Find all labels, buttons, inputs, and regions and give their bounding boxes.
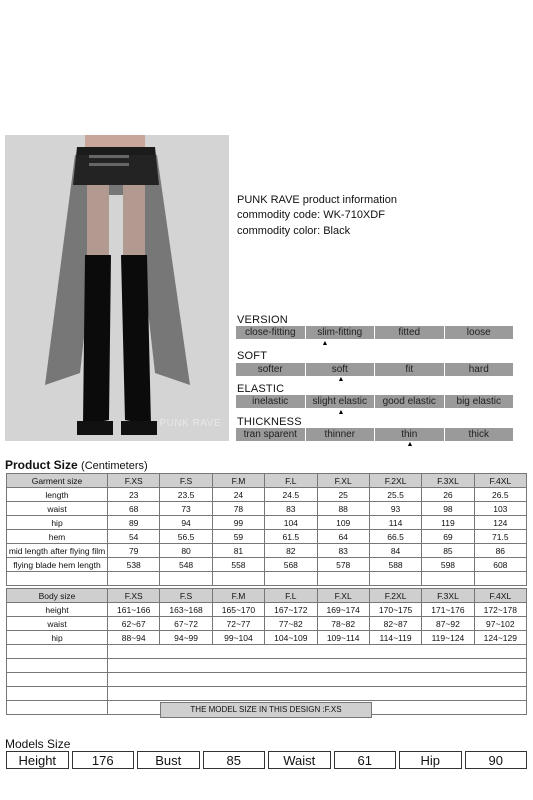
table-cell: 538 [108,558,160,572]
table-cell: waist [7,502,108,516]
product-photo [5,135,229,441]
attr-title-version: VERSION [237,314,288,326]
table-row-empty [7,572,527,586]
scale-option: fit [374,363,444,376]
models-cell: Hip [399,751,462,769]
attr-title-soft: SOFT [237,350,268,362]
table-cell: 169~174 [317,603,369,617]
table-cell: 26 [422,488,474,502]
table-cell-empty [369,572,421,586]
table-cell: 588 [369,558,421,572]
table-row [7,488,527,502]
models-size-row [6,751,527,769]
table-header-row [7,589,527,603]
scale-option: slim-fitting [305,326,375,339]
table-cell-empty [108,659,527,673]
scale-version [236,326,513,339]
models-cell: 85 [203,751,266,769]
table-cell: 88 [317,502,369,516]
table-cell-empty [7,572,108,586]
table-cell: 78~82 [317,617,369,631]
table-cell: 163~168 [160,603,212,617]
table-cell: 72~77 [212,617,264,631]
table-cell: 82 [265,544,317,558]
table-cell-empty [317,572,369,586]
scale-elastic [236,395,513,408]
table-cell: 54 [108,530,160,544]
table-header-cell: Body size [7,589,108,603]
selected-marker-icon: ▲ [337,409,345,416]
models-cell: Bust [137,751,200,769]
table-cell: 86 [474,544,526,558]
table-header-cell: F.L [265,474,317,488]
scale-option: close-fitting [244,327,296,338]
table-cell: 77~82 [265,617,317,631]
table-cell-empty [422,572,474,586]
table-cell: 568 [265,558,317,572]
table-header-cell: F.4XL [474,474,526,488]
table-cell: 83 [265,502,317,516]
table-header-cell: F.XL [317,589,369,603]
table-cell: 598 [422,558,474,572]
models-cell: 61 [334,751,397,769]
scale-option: hard [444,363,514,376]
scale-thickness [236,428,513,441]
table-header-cell: F.S [160,474,212,488]
table-row-empty [7,687,527,701]
table-cell: 79 [108,544,160,558]
table-cell: 109 [317,516,369,530]
scale-option: fitted [374,326,444,339]
table-cell: 558 [212,558,264,572]
table-cell-empty [474,572,526,586]
table-header-row [7,474,527,488]
table-row [7,603,527,617]
product-size-unit: (Centimeters) [81,460,148,472]
table-cell-empty [108,687,527,701]
table-cell: 99~104 [212,631,264,645]
product-size-heading: Product Size [5,458,78,472]
table-cell: 94~99 [160,631,212,645]
info-code-line: commodity code: WK-710XDF [237,209,385,221]
attr-title-elastic: ELASTIC [237,383,285,395]
table-cell: 69 [422,530,474,544]
table-header-cell: F.2XL [369,474,421,488]
table-cell: 62~67 [108,617,160,631]
table-cell: 109~114 [317,631,369,645]
model-illustration [5,135,229,441]
table-cell: 80 [160,544,212,558]
table-cell: 24.5 [265,488,317,502]
table-row [7,558,527,572]
table-cell: 171~176 [422,603,474,617]
table-cell-empty [160,572,212,586]
table-cell: 78 [212,502,264,516]
selected-marker-icon: ▲ [321,340,329,347]
table-cell: 84 [369,544,421,558]
table-cell-empty [212,572,264,586]
table-cell: 104~109 [265,631,317,645]
models-cell: 90 [465,751,528,769]
models-cell: Height [6,751,69,769]
table-header-cell: F.XS [108,474,160,488]
model-size-note: THE MODEL SIZE IN THIS DESIGN :F.XS [160,702,372,718]
table-header-cell: F.XL [317,474,369,488]
scale-soft [236,363,513,376]
table-cell-empty [108,572,160,586]
table-cell: 578 [317,558,369,572]
table-row-empty [7,659,527,673]
table-header-cell: F.4XL [474,589,526,603]
table-cell: 73 [160,502,212,516]
table-header-cell: F.3XL [422,474,474,488]
product-size-title [5,458,148,472]
scale-option: inelastic [252,396,289,407]
table-cell: 124~129 [474,631,526,645]
table-cell-empty [108,673,527,687]
table-cell: 59 [212,530,264,544]
table-cell: 165~170 [212,603,264,617]
table-header-cell: F.XS [108,589,160,603]
table-cell: 83 [317,544,369,558]
table-header-cell: Garment size [7,474,108,488]
table-header-cell: F.L [265,589,317,603]
table-cell: 114 [369,516,421,530]
table-row-empty [7,673,527,687]
table-cell: 608 [474,558,526,572]
table-cell: 61.5 [265,530,317,544]
table-cell-empty [7,673,108,687]
selected-marker-icon: ▲ [337,376,345,383]
models-size-title: Models Size [5,737,71,751]
table-row-empty [7,645,527,659]
table-cell: 81 [212,544,264,558]
table-cell: hem [7,530,108,544]
info-color-line: commodity color: Black [237,225,351,237]
table-cell: height [7,603,108,617]
table-header-cell: F.3XL [422,589,474,603]
table-cell: 24 [212,488,264,502]
scale-option: thinner [305,428,375,441]
table-cell: 119 [422,516,474,530]
table-row [7,617,527,631]
body-size-table [6,588,527,715]
scale-option: softer [257,364,283,375]
table-cell: 548 [160,558,212,572]
table-row [7,502,527,516]
scale-option: tran sparent [243,429,297,440]
scale-option: good elastic [374,395,444,408]
table-cell: 93 [369,502,421,516]
table-header-cell: F.S [160,589,212,603]
table-cell: hip [7,516,108,530]
table-cell: 23.5 [160,488,212,502]
table-cell: 124 [474,516,526,530]
table-cell: mid length after flying film [7,544,108,558]
table-cell-empty [108,645,527,659]
table-cell: flying blade hem length [7,558,108,572]
table-cell: 66.5 [369,530,421,544]
table-cell: 68 [108,502,160,516]
table-cell: 167~172 [265,603,317,617]
table-cell: waist [7,617,108,631]
scale-option: soft [305,363,375,376]
table-cell: 88~94 [108,631,160,645]
table-cell: 170~175 [369,603,421,617]
table-cell: 23 [108,488,160,502]
table-cell: 97~102 [474,617,526,631]
scale-option: big elastic [444,395,514,408]
table-cell-empty [7,659,108,673]
table-cell: 71.5 [474,530,526,544]
scale-option: slight elastic [305,395,375,408]
table-header-cell: F.2XL [369,589,421,603]
table-cell: 99 [212,516,264,530]
info-brand-line: PUNK RAVE product information [237,194,397,206]
table-row [7,544,527,558]
scale-option: thick [444,428,514,441]
table-cell: 56.5 [160,530,212,544]
table-cell: 119~124 [422,631,474,645]
table-cell: 98 [422,502,474,516]
scale-option: loose [444,326,514,339]
selected-marker-icon: ▲ [406,441,414,448]
table-cell-empty [7,687,108,701]
table-cell: 25.5 [369,488,421,502]
table-cell: hip [7,631,108,645]
table-cell: 94 [160,516,212,530]
table-row [7,530,527,544]
table-cell: 25 [317,488,369,502]
table-cell: 114~119 [369,631,421,645]
table-header-cell: F.M [212,474,264,488]
table-cell-empty [265,572,317,586]
table-cell: 172~178 [474,603,526,617]
table-cell: 87~92 [422,617,474,631]
models-cell: Waist [268,751,331,769]
table-cell: 85 [422,544,474,558]
table-row [7,631,527,645]
watermark: PUNK RAVE [159,418,221,429]
table-cell: 67~72 [160,617,212,631]
table-cell: 82~87 [369,617,421,631]
table-cell: 103 [474,502,526,516]
table-header-cell: F.M [212,589,264,603]
table-cell: 64 [317,530,369,544]
scale-option: thin [374,428,444,441]
table-cell: length [7,488,108,502]
table-cell: 104 [265,516,317,530]
attr-title-thickness: THICKNESS [237,416,302,428]
table-cell: 89 [108,516,160,530]
product-size-table [6,473,527,586]
models-cell: 176 [72,751,135,769]
table-cell-empty [7,701,108,715]
table-cell: 26.5 [474,488,526,502]
table-row [7,516,527,530]
table-cell: 161~166 [108,603,160,617]
table-cell-empty [7,645,108,659]
